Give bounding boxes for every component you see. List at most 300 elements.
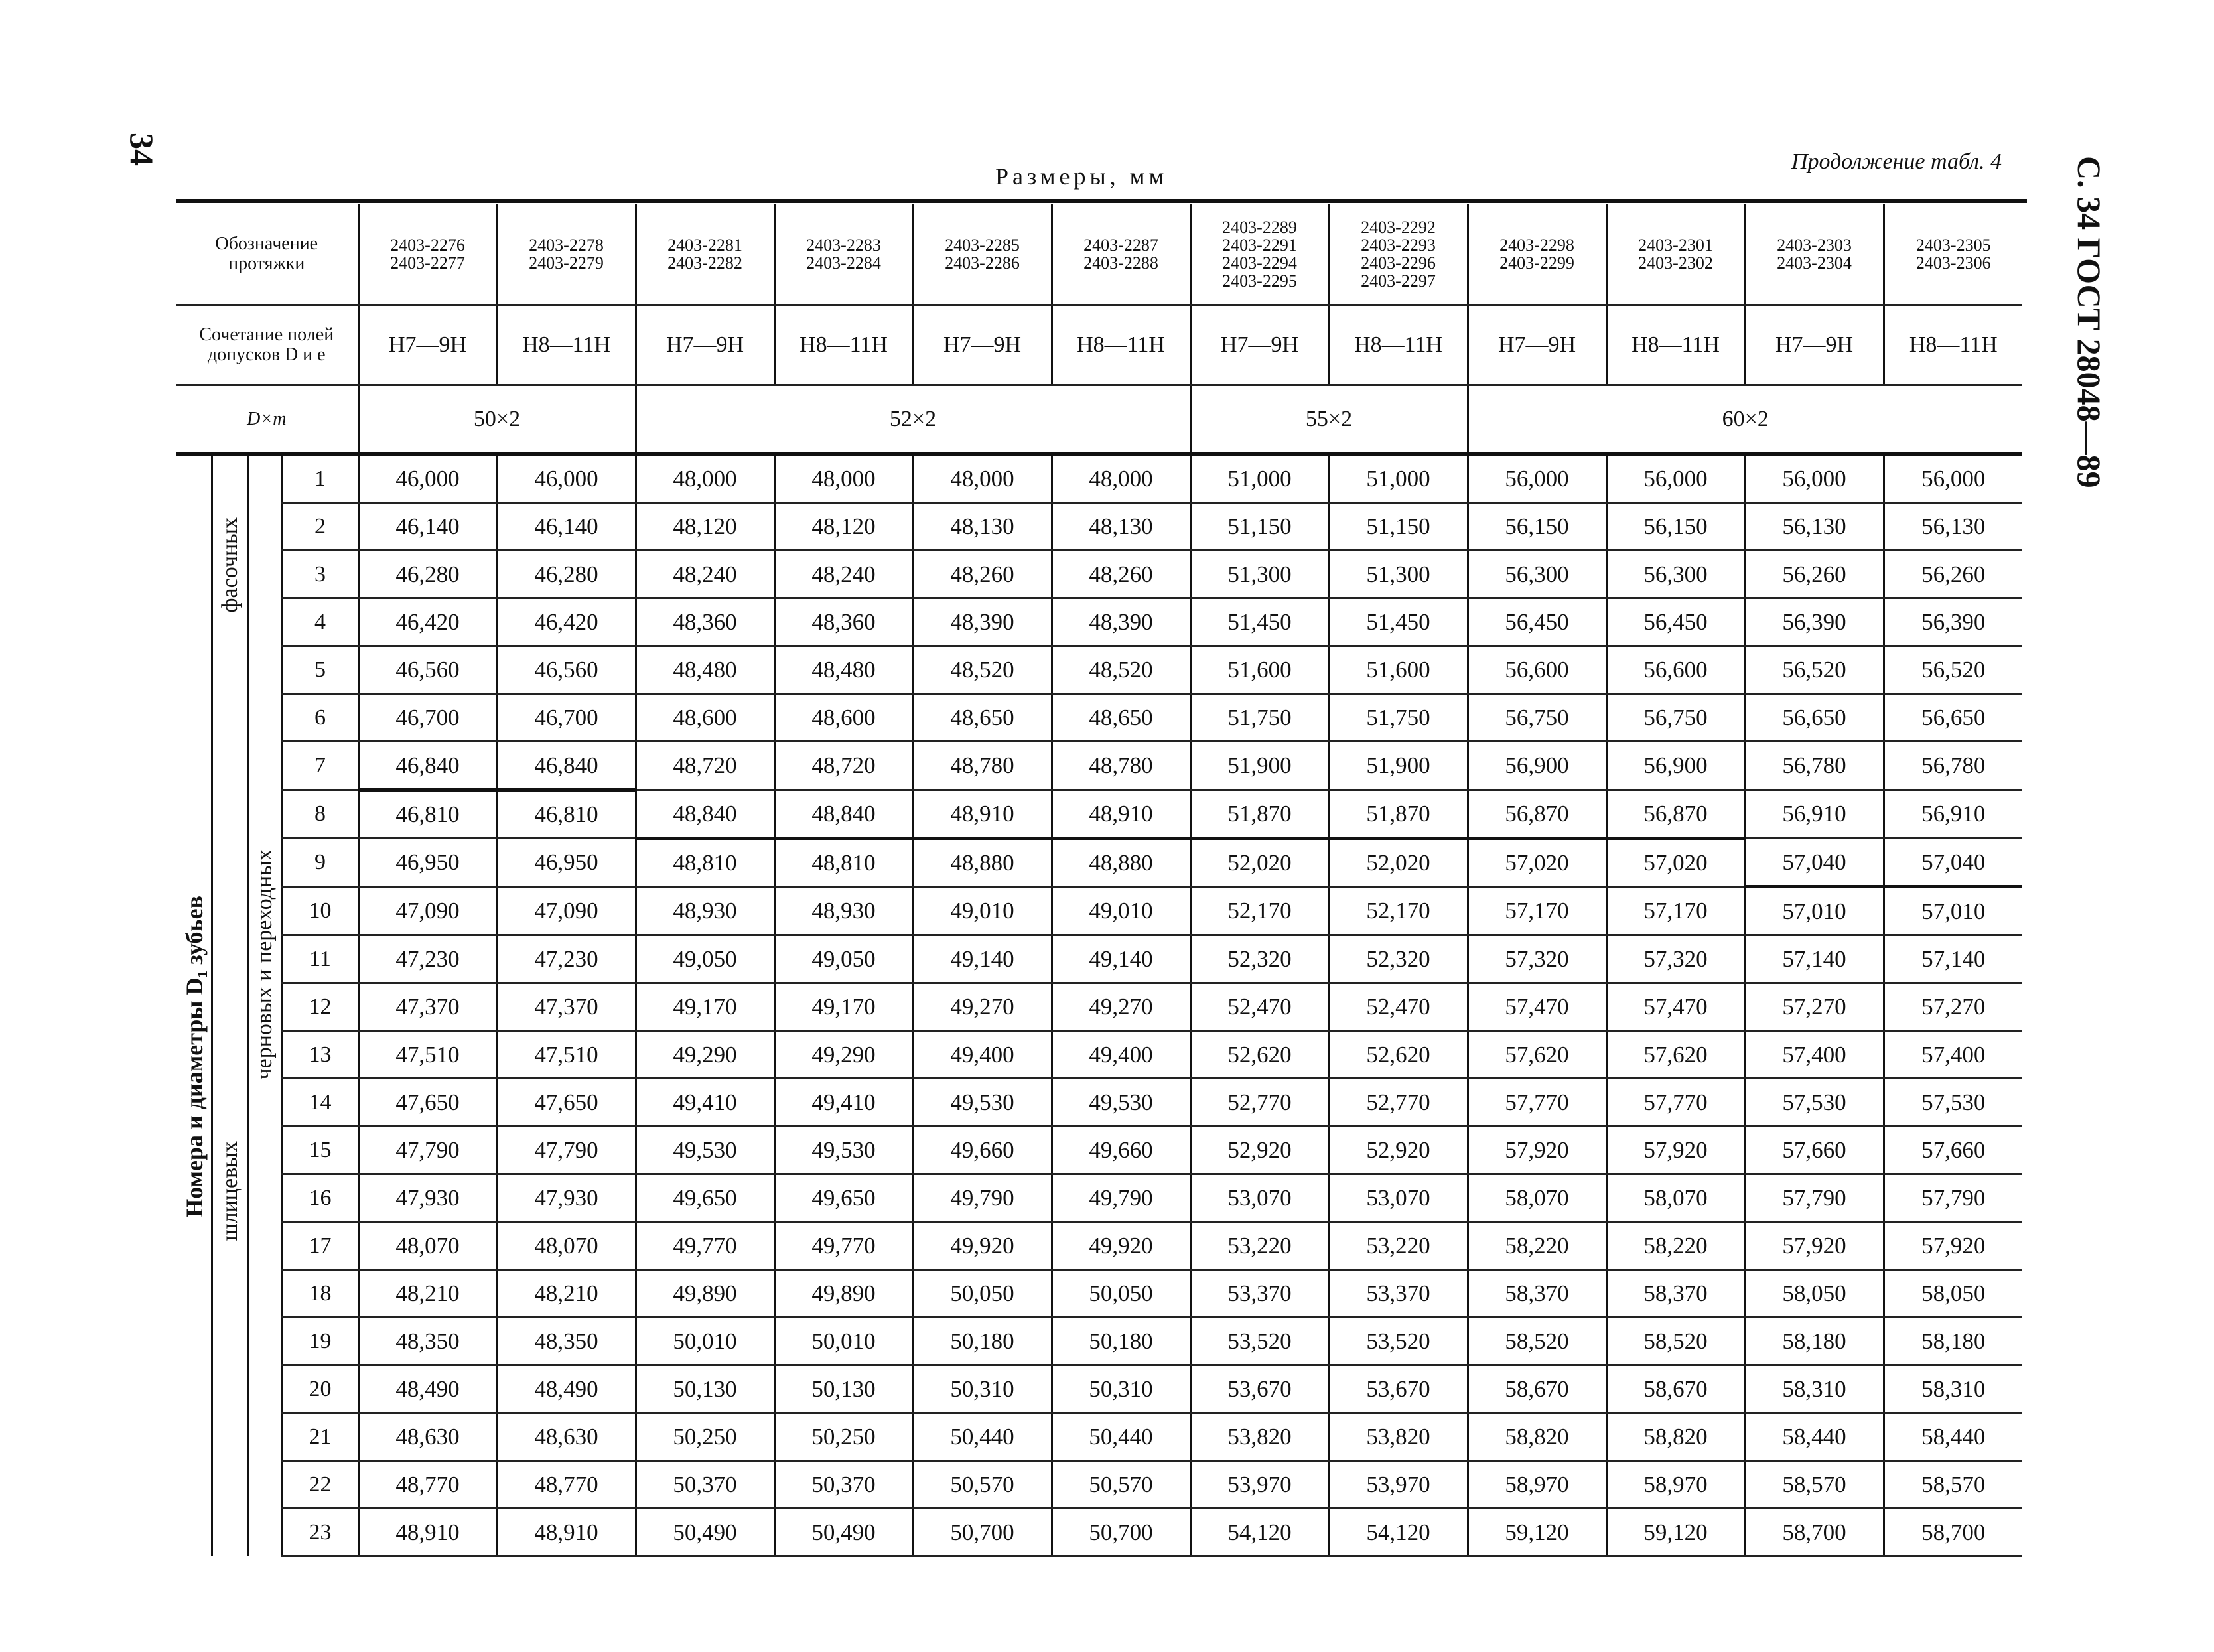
diameter-value: 56,000 xyxy=(1884,454,2022,503)
broach-code: 2403-2304 xyxy=(1777,253,1852,273)
diameter-value: 58,570 xyxy=(1884,1461,2022,1509)
tolerance-cell: H8—11H xyxy=(497,305,636,385)
diameter-value: 56,300 xyxy=(1606,551,1745,598)
diameter-value: 53,670 xyxy=(1329,1365,1468,1413)
diameter-value: 48,240 xyxy=(636,551,774,598)
diameter-value: 47,370 xyxy=(497,983,636,1031)
diameter-value: 56,870 xyxy=(1606,790,1745,839)
diameter-value: 48,770 xyxy=(497,1461,636,1509)
side-strip xyxy=(212,646,247,694)
diameter-value: 53,370 xyxy=(1190,1270,1329,1318)
diameter-value: 56,650 xyxy=(1745,694,1884,742)
diameter-value: 46,280 xyxy=(497,551,636,598)
broach-code-cell xyxy=(1190,204,1329,305)
diameter-value: 46,000 xyxy=(497,454,636,503)
diameter-value: 54,120 xyxy=(1329,1509,1468,1556)
tooth-number: 21 xyxy=(282,1413,358,1461)
diameter-value: 57,620 xyxy=(1468,1031,1606,1079)
diameter-value: 53,070 xyxy=(1190,1174,1329,1222)
broach-code-cell xyxy=(1052,204,1190,305)
side-strip xyxy=(212,1413,247,1461)
table-row xyxy=(176,1413,2022,1461)
side-strip xyxy=(247,1318,282,1365)
diameter-value: 49,920 xyxy=(1052,1222,1190,1270)
diameter-value: 56,900 xyxy=(1606,742,1745,790)
side-strip xyxy=(176,1365,212,1413)
diameter-value: 49,290 xyxy=(636,1031,774,1079)
tooth-number: 18 xyxy=(282,1270,358,1318)
side-strip xyxy=(247,1461,282,1509)
diameter-value: 58,220 xyxy=(1468,1222,1606,1270)
broach-code: 2403-2291 xyxy=(1222,236,1297,255)
diameter-value: 48,650 xyxy=(913,694,1052,742)
diameter-value: 57,530 xyxy=(1745,1079,1884,1127)
diameter-value: 52,170 xyxy=(1190,887,1329,935)
broach-code: 2403-2299 xyxy=(1499,253,1574,273)
diameter-value: 58,070 xyxy=(1606,1174,1745,1222)
broach-code: 2403-2293 xyxy=(1361,236,1436,255)
diameter-value: 46,840 xyxy=(358,742,497,790)
diameter-value: 49,050 xyxy=(774,935,913,983)
side-strip xyxy=(176,503,212,551)
diameter-value: 50,050 xyxy=(1052,1270,1190,1318)
diameter-value: 56,750 xyxy=(1606,694,1745,742)
diameter-value: 48,120 xyxy=(636,503,774,551)
diameter-value: 53,820 xyxy=(1190,1413,1329,1461)
diameter-value: 52,470 xyxy=(1190,983,1329,1031)
diameter-value: 53,220 xyxy=(1329,1222,1468,1270)
diameter-value: 56,130 xyxy=(1745,503,1884,551)
diameter-value: 46,810 xyxy=(497,790,636,839)
diameter-value: 51,750 xyxy=(1190,694,1329,742)
side-strip xyxy=(176,1509,212,1556)
diameter-value: 57,140 xyxy=(1745,935,1884,983)
diameter-value: 51,000 xyxy=(1190,454,1329,503)
diameter-value: 52,020 xyxy=(1190,839,1329,887)
side-strip xyxy=(176,1318,212,1365)
diameter-value: 50,370 xyxy=(774,1461,913,1509)
side-strip xyxy=(247,694,282,742)
diameter-value: 48,360 xyxy=(774,598,913,646)
side-strip xyxy=(176,742,212,790)
broach-code: 2403-2302 xyxy=(1638,253,1713,273)
diameter-value: 56,150 xyxy=(1468,503,1606,551)
diameter-value: 46,840 xyxy=(497,742,636,790)
side-strip xyxy=(247,1509,282,1556)
diameter-value: 47,930 xyxy=(358,1174,497,1222)
diameter-value: 48,350 xyxy=(497,1318,636,1365)
side-strip xyxy=(176,1413,212,1461)
diameter-value: 48,930 xyxy=(774,887,913,935)
diameter-value: 48,520 xyxy=(1052,646,1190,694)
side-strip xyxy=(176,694,212,742)
diameter-value: 48,840 xyxy=(774,790,913,839)
diameter-value: 49,790 xyxy=(913,1174,1052,1222)
diameter-value: 58,970 xyxy=(1468,1461,1606,1509)
diameter-value: 47,230 xyxy=(358,935,497,983)
diameter-value: 56,000 xyxy=(1745,454,1884,503)
table-row xyxy=(176,887,2022,935)
side-strip xyxy=(247,1270,282,1318)
tolerance-cell: H7—9H xyxy=(913,305,1052,385)
diameter-value: 48,480 xyxy=(636,646,774,694)
diameter-value: 56,000 xyxy=(1606,454,1745,503)
diameter-value: 49,770 xyxy=(636,1222,774,1270)
side-strip xyxy=(247,598,282,646)
broach-code: 2403-2297 xyxy=(1361,271,1436,291)
diameter-value: 48,910 xyxy=(358,1509,497,1556)
diameter-value: 51,150 xyxy=(1190,503,1329,551)
broach-code: 2403-2281 xyxy=(667,236,742,255)
diameter-value: 58,520 xyxy=(1606,1318,1745,1365)
tooth-number: 15 xyxy=(282,1127,358,1174)
tolerance-cell: H7—9H xyxy=(358,305,497,385)
diameter-value: 50,010 xyxy=(774,1318,913,1365)
diameter-value: 51,450 xyxy=(1329,598,1468,646)
table-row xyxy=(176,598,2022,646)
table-row xyxy=(176,1461,2022,1509)
tolerance-cell: H8—11H xyxy=(1884,305,2022,385)
diameter-value: 56,450 xyxy=(1606,598,1745,646)
diameter-value: 48,770 xyxy=(358,1461,497,1509)
diameter-value: 52,920 xyxy=(1329,1127,1468,1174)
diameter-value: 57,790 xyxy=(1884,1174,2022,1222)
diameter-value: 48,070 xyxy=(497,1222,636,1270)
diameter-value: 48,000 xyxy=(774,454,913,503)
diameter-value: 50,250 xyxy=(636,1413,774,1461)
broach-code-cell xyxy=(497,204,636,305)
diameter-value: 49,650 xyxy=(774,1174,913,1222)
diameter-value: 57,170 xyxy=(1606,887,1745,935)
diameter-value: 48,490 xyxy=(358,1365,497,1413)
broach-code: 2403-2289 xyxy=(1222,218,1297,237)
diameter-value: 57,020 xyxy=(1606,839,1745,887)
page-number: 34 xyxy=(123,133,161,166)
broach-code: 2403-2306 xyxy=(1915,253,1991,273)
side-strip xyxy=(212,1079,247,1127)
diameter-value: 57,920 xyxy=(1468,1127,1606,1174)
diameter-value: 56,450 xyxy=(1468,598,1606,646)
diameter-value: 50,010 xyxy=(636,1318,774,1365)
broach-code: 2403-2305 xyxy=(1915,236,1991,255)
diameter-value: 50,490 xyxy=(774,1509,913,1556)
side-strip xyxy=(176,598,212,646)
dxm-group: 50×2 xyxy=(358,385,636,454)
diameter-value: 49,770 xyxy=(774,1222,913,1270)
diameter-value: 48,070 xyxy=(358,1222,497,1270)
diameter-value: 48,720 xyxy=(774,742,913,790)
side-strip xyxy=(212,454,247,503)
broach-code: 2403-2292 xyxy=(1361,218,1436,237)
diameter-value: 52,770 xyxy=(1329,1079,1468,1127)
broach-code-cell xyxy=(1329,204,1468,305)
tooth-number: 1 xyxy=(282,454,358,503)
diameter-value: 50,440 xyxy=(1052,1413,1190,1461)
broach-code: 2403-2284 xyxy=(806,253,881,273)
diameter-value: 59,120 xyxy=(1468,1509,1606,1556)
diameter-value: 48,780 xyxy=(1052,742,1190,790)
diameter-value: 46,420 xyxy=(358,598,497,646)
tooth-number: 11 xyxy=(282,935,358,983)
diameter-value: 56,300 xyxy=(1468,551,1606,598)
diameter-value: 57,530 xyxy=(1884,1079,2022,1127)
tolerance-cell: H7—9H xyxy=(1190,305,1329,385)
side-strip xyxy=(176,646,212,694)
diameter-value: 56,260 xyxy=(1884,551,2022,598)
diameter-value: 56,650 xyxy=(1884,694,2022,742)
diameter-value: 50,440 xyxy=(913,1413,1052,1461)
side-strip xyxy=(176,1222,212,1270)
diameter-value: 57,920 xyxy=(1884,1222,2022,1270)
tooth-number: 5 xyxy=(282,646,358,694)
diameter-value: 52,470 xyxy=(1329,983,1468,1031)
diameter-value: 52,620 xyxy=(1190,1031,1329,1079)
diameter-value: 48,120 xyxy=(774,503,913,551)
diameter-value: 49,050 xyxy=(636,935,774,983)
dxm-group: 52×2 xyxy=(636,385,1190,454)
diameter-value: 46,140 xyxy=(497,503,636,551)
side-strip xyxy=(176,1270,212,1318)
diameter-value: 48,350 xyxy=(358,1318,497,1365)
diameter-value: 49,270 xyxy=(913,983,1052,1031)
diameter-value: 58,700 xyxy=(1745,1509,1884,1556)
diameter-value: 51,600 xyxy=(1190,646,1329,694)
diameter-value: 49,010 xyxy=(1052,887,1190,935)
broach-code: 2403-2295 xyxy=(1222,271,1297,291)
tolerance-cell: H8—11H xyxy=(1606,305,1745,385)
diameter-value: 48,490 xyxy=(497,1365,636,1413)
diameter-value: 48,260 xyxy=(913,551,1052,598)
diameter-value: 49,530 xyxy=(774,1127,913,1174)
diameter-value: 50,180 xyxy=(1052,1318,1190,1365)
diameter-value: 51,450 xyxy=(1190,598,1329,646)
diameter-value: 50,570 xyxy=(1052,1461,1190,1509)
table-row xyxy=(176,1079,2022,1127)
diameter-value: 56,150 xyxy=(1606,503,1745,551)
diameter-value: 46,700 xyxy=(358,694,497,742)
side-strip xyxy=(247,790,282,839)
table-row xyxy=(176,694,2022,742)
broach-code: 2403-2276 xyxy=(390,236,465,255)
diameter-value: 57,920 xyxy=(1745,1222,1884,1270)
diameter-value: 57,660 xyxy=(1745,1127,1884,1174)
side-label-chamfer: фасочных xyxy=(218,517,242,613)
diameter-value: 46,700 xyxy=(497,694,636,742)
diameter-value: 48,840 xyxy=(636,790,774,839)
diameter-value: 48,360 xyxy=(636,598,774,646)
diameter-value: 47,650 xyxy=(497,1079,636,1127)
diameter-value: 48,810 xyxy=(636,839,774,887)
diameter-value: 46,140 xyxy=(358,503,497,551)
diameter-value: 48,000 xyxy=(636,454,774,503)
diameter-value: 50,050 xyxy=(913,1270,1052,1318)
diameter-value: 49,650 xyxy=(636,1174,774,1222)
diameter-value: 58,570 xyxy=(1745,1461,1884,1509)
diameter-value: 56,390 xyxy=(1884,598,2022,646)
diameter-value: 53,220 xyxy=(1190,1222,1329,1270)
table-row xyxy=(176,935,2022,983)
broach-code: 2403-2288 xyxy=(1083,253,1158,273)
diameter-value: 57,040 xyxy=(1745,839,1884,887)
table-row xyxy=(176,1174,2022,1222)
diameter-value: 46,810 xyxy=(358,790,497,839)
diameter-value: 46,560 xyxy=(497,646,636,694)
table-row xyxy=(176,1509,2022,1556)
tooth-number: 16 xyxy=(282,1174,358,1222)
diameter-value: 50,130 xyxy=(774,1365,913,1413)
table-row xyxy=(176,983,2022,1031)
side-strip xyxy=(212,983,247,1031)
diameter-value: 50,570 xyxy=(913,1461,1052,1509)
table-grid xyxy=(176,204,2022,1557)
broach-code: 2403-2287 xyxy=(1083,236,1158,255)
diameter-value: 58,370 xyxy=(1468,1270,1606,1318)
diameter-value: 46,560 xyxy=(358,646,497,694)
diameter-value: 49,410 xyxy=(774,1079,913,1127)
diameter-value: 58,310 xyxy=(1745,1365,1884,1413)
broach-code: 2403-2286 xyxy=(945,253,1020,273)
diameter-value: 56,780 xyxy=(1745,742,1884,790)
side-strip xyxy=(247,551,282,598)
diameter-value: 58,970 xyxy=(1606,1461,1745,1509)
side-strip xyxy=(212,742,247,790)
diameter-value: 56,390 xyxy=(1745,598,1884,646)
side-strip xyxy=(247,1079,282,1127)
broach-code-cell xyxy=(1606,204,1745,305)
tooth-number: 19 xyxy=(282,1318,358,1365)
tooth-number: 2 xyxy=(282,503,358,551)
diameter-value: 50,130 xyxy=(636,1365,774,1413)
tolerance-cell: H8—11H xyxy=(1052,305,1190,385)
diameter-value: 58,180 xyxy=(1884,1318,2022,1365)
tooth-number: 6 xyxy=(282,694,358,742)
tooth-number: 9 xyxy=(282,839,358,887)
diameter-value: 51,900 xyxy=(1190,742,1329,790)
diameter-value: 48,210 xyxy=(358,1270,497,1318)
diameter-value: 58,820 xyxy=(1606,1413,1745,1461)
broach-code: 2403-2278 xyxy=(529,236,604,255)
broach-code-cell xyxy=(1468,204,1606,305)
tolerance-cell: H7—9H xyxy=(1745,305,1884,385)
diameter-value: 49,010 xyxy=(913,887,1052,935)
diameter-value: 51,870 xyxy=(1329,790,1468,839)
diameter-value: 57,400 xyxy=(1884,1031,2022,1079)
diameter-value: 48,130 xyxy=(1052,503,1190,551)
diameter-value: 50,180 xyxy=(913,1318,1052,1365)
diameter-value: 48,810 xyxy=(774,839,913,887)
diameter-value: 56,520 xyxy=(1884,646,2022,694)
diameter-value: 49,530 xyxy=(1052,1079,1190,1127)
side-strip xyxy=(212,935,247,983)
diameter-value: 57,790 xyxy=(1745,1174,1884,1222)
diameter-value: 58,220 xyxy=(1606,1222,1745,1270)
diameter-value: 47,790 xyxy=(497,1127,636,1174)
diameter-value: 58,070 xyxy=(1468,1174,1606,1222)
diameter-value: 47,510 xyxy=(358,1031,497,1079)
tooth-number: 17 xyxy=(282,1222,358,1270)
diameter-value: 47,930 xyxy=(497,1174,636,1222)
diameter-value: 48,880 xyxy=(913,839,1052,887)
diameter-value: 58,700 xyxy=(1884,1509,2022,1556)
diameter-value: 57,040 xyxy=(1884,839,2022,887)
tooth-number: 4 xyxy=(282,598,358,646)
diameter-value: 52,320 xyxy=(1329,935,1468,983)
table-row xyxy=(176,1365,2022,1413)
side-strip xyxy=(212,1461,247,1509)
diameter-value: 49,660 xyxy=(1052,1127,1190,1174)
diameter-value: 48,600 xyxy=(774,694,913,742)
side-strip xyxy=(212,1509,247,1556)
diameter-value: 58,050 xyxy=(1745,1270,1884,1318)
diameter-value: 48,880 xyxy=(1052,839,1190,887)
dxm-group: 60×2 xyxy=(1468,385,2022,454)
diameter-value: 47,370 xyxy=(358,983,497,1031)
diameter-value: 53,370 xyxy=(1329,1270,1468,1318)
units-caption: Размеры, мм xyxy=(995,163,1168,190)
diameter-value: 59,120 xyxy=(1606,1509,1745,1556)
diameter-value: 53,820 xyxy=(1329,1413,1468,1461)
diameter-value: 57,920 xyxy=(1606,1127,1745,1174)
diameter-value: 58,180 xyxy=(1745,1318,1884,1365)
diameter-value: 51,150 xyxy=(1329,503,1468,551)
side-strip xyxy=(247,742,282,790)
side-label-spline: шлицевых xyxy=(218,1141,242,1241)
table-row xyxy=(176,1270,2022,1318)
diameter-value: 53,520 xyxy=(1190,1318,1329,1365)
tooth-number: 12 xyxy=(282,983,358,1031)
diameter-value: 51,870 xyxy=(1190,790,1329,839)
diameter-value: 47,090 xyxy=(497,887,636,935)
diameter-value: 50,250 xyxy=(774,1413,913,1461)
dxm-label: D×m xyxy=(176,385,358,454)
table-continuation-label: Продолжение табл. 4 xyxy=(1791,149,2002,174)
diameter-value: 48,390 xyxy=(913,598,1052,646)
tolerance-cell: H7—9H xyxy=(636,305,774,385)
diameter-value: 57,320 xyxy=(1606,935,1745,983)
side-strip xyxy=(212,887,247,935)
table-row xyxy=(176,1222,2022,1270)
diameter-value: 46,000 xyxy=(358,454,497,503)
side-strip xyxy=(247,1222,282,1270)
diameter-value: 52,920 xyxy=(1190,1127,1329,1174)
diameter-value: 57,620 xyxy=(1606,1031,1745,1079)
diameter-value: 56,000 xyxy=(1468,454,1606,503)
diameter-value: 48,630 xyxy=(358,1413,497,1461)
diameter-value: 48,130 xyxy=(913,503,1052,551)
broach-code: 2403-2296 xyxy=(1361,253,1436,273)
diameter-value: 57,400 xyxy=(1745,1031,1884,1079)
diameter-value: 48,390 xyxy=(1052,598,1190,646)
table-row xyxy=(176,503,2022,551)
table-row xyxy=(176,1318,2022,1365)
diameter-value: 48,720 xyxy=(636,742,774,790)
broach-code: 2403-2294 xyxy=(1222,253,1297,273)
side-strip xyxy=(212,1318,247,1365)
diameter-value: 50,310 xyxy=(913,1365,1052,1413)
diameter-value: 48,000 xyxy=(1052,454,1190,503)
diameter-value: 49,140 xyxy=(913,935,1052,983)
side-strip xyxy=(176,839,212,887)
diameter-value: 53,970 xyxy=(1190,1461,1329,1509)
table-row xyxy=(176,551,2022,598)
diameter-value: 58,370 xyxy=(1606,1270,1745,1318)
broach-code: 2403-2301 xyxy=(1638,236,1713,255)
diameter-value: 51,900 xyxy=(1329,742,1468,790)
broach-code: 2403-2298 xyxy=(1499,236,1574,255)
side-strip xyxy=(247,1365,282,1413)
side-strip xyxy=(176,551,212,598)
diameter-value: 52,620 xyxy=(1329,1031,1468,1079)
